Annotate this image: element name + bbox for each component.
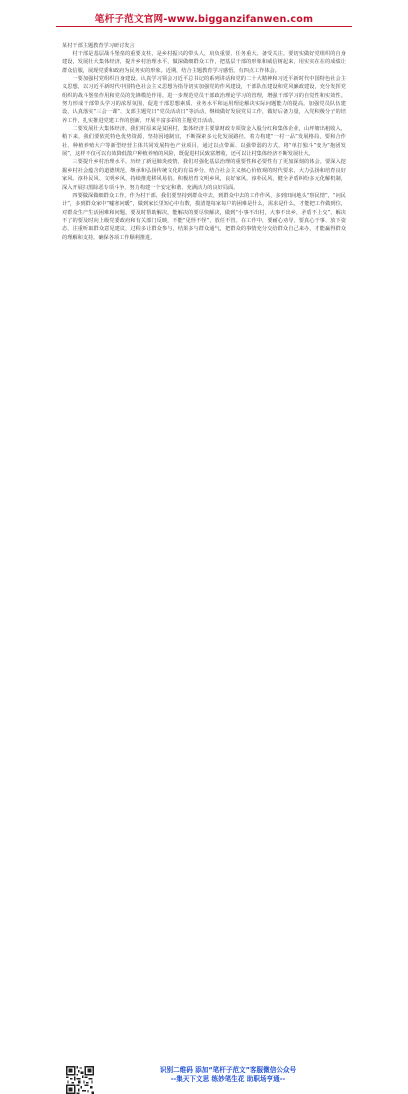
site-title[interactable]: 笔杆子范文官网-www.bigganzifanwen.com [94, 14, 314, 25]
paragraph-point-four: 四要做深做细群众工作。作为村干部，我们要坚持到群众中去，到群众中去的工作作风，多到田间地头“察民情”，“问民计”，多到群众家中“嘘寒问暖”，做到家长里短心中有数，摸清楚每家每户的困难是什么，需求是什么，才能把工作做到位，对群众生产生活困难和问题，要及时帮助解决，能解决的要尽快解决，做到“小事不出村，大事不出乡，矛盾不上交”，解决不了的要及时向上级党委政府和有关部门反映，不能“见怪不怪”，放任不管。在工作中，要耐心劝导，要真心干事、放下姿态，注重听取群众意见建议，过程多让群众参与，结果多与群众通气，把群众的事情充分交给群众自己来办，才能赢得群众的理解和支持，确保各项工作顺利推进。 [62, 192, 346, 241]
site-header [0, 0, 408, 30]
footer-line-1: 识别二维码 添加“笔杆子范文”客服微信公众号 [159, 1066, 297, 1074]
paragraph-point-one: 一要加强村党组织自身建设。认真学习领会习近平总书记的系列讲话和党的二十大精神和习近平新时代中国特色社会主义思想，以习近平新时代中国特色社会主义思想为指导切实加强党的作风建设，干部队伍建设和党风廉政建设，充分发挥党组织的战斗堡垒作用和党员的先锋模范作用。进一步规范党员干部政治理论学习的管理，增强干部学习的自觉性和实效性。努力形成干部带头学习的浓厚氛围，促进干部思想素质、业务水平和运用理论解决实际问题能力的提高。加强党员队伍建设，认真落实“三会一课”、支部主题党日“党员活动日”等活动，继续做好发展党员工作，做好后备力量，入党积极分子的培养工作，扎实推进党建工作的创新，开展丰富多彩的主题党日活动。 [62, 76, 346, 124]
document-title: 某村干部主题教育学习研讨发言 [62, 43, 135, 49]
footer-line-2: --集天下文思 练妙笔生花 助职场亨通-- [170, 1075, 286, 1083]
paragraph-intro: 村干部是基层战斗堡垒的重要支柱，是乡村振兴的带头人，肩负重要、任务重大、备受关注。要切实做好党组织的自身建设，发展壮大集体经济，提升乡村治理水平，做深做细群众工作，把基层干部的形象和威信树起来，用实实在在的成绩让群众信服，展现党委和政府为民务实的形象。近期，结合主题教育学习感悟，有四点工作体会。 [62, 51, 346, 74]
paragraph-point-three: 三要提升乡村治理水平。历经了新冠肺炎疫情，我们对强化基层治理的重要性和必要性有了更加深刻的体会。要深入挖掘乡村社会蕴含的道德规范，继承和弘扬传统文化的有益养分，结合社会主义核心价值观的时代要求，大力弘扬和培育良好家风、淳朴民风、文明乡风，持续推进移风易俗。积极培育文明乡风，良好家风，淳朴民风，健全矛盾纠纷多元化解机制，深入开展扫黑除恶专项斗争，努力构建一个安定和谐、充满活力的良好局面。 [62, 159, 346, 191]
footer-promo [108, 1066, 348, 1084]
qr-code-icon[interactable] [66, 1066, 94, 1094]
paragraph-point-two: 二要发展壮大集体经济。我们村原来是贫困村，集体经济主要靠财政专项资金入股分红和集体企业，山坪塘出租收入，稍下来，我们要依托特色优势资源，坚持因地制宜，不断探索多元化发展路径，着力构建“一村一品”发展格局，要和合作社、种植养殖大户等新型经营主体共同发展特色产业项目，通过以点带面、以强带弱的方式，将“单打独斗”变为“抱团发展”，这样不仅可以有效降低散户种植养殖的风险，既促进村民致富增收，还可以让村集体经济不断发展壮大。 [62, 126, 346, 158]
document-body [62, 36, 346, 242]
footer [0, 528, 408, 1083]
header-divider [56, 26, 352, 27]
